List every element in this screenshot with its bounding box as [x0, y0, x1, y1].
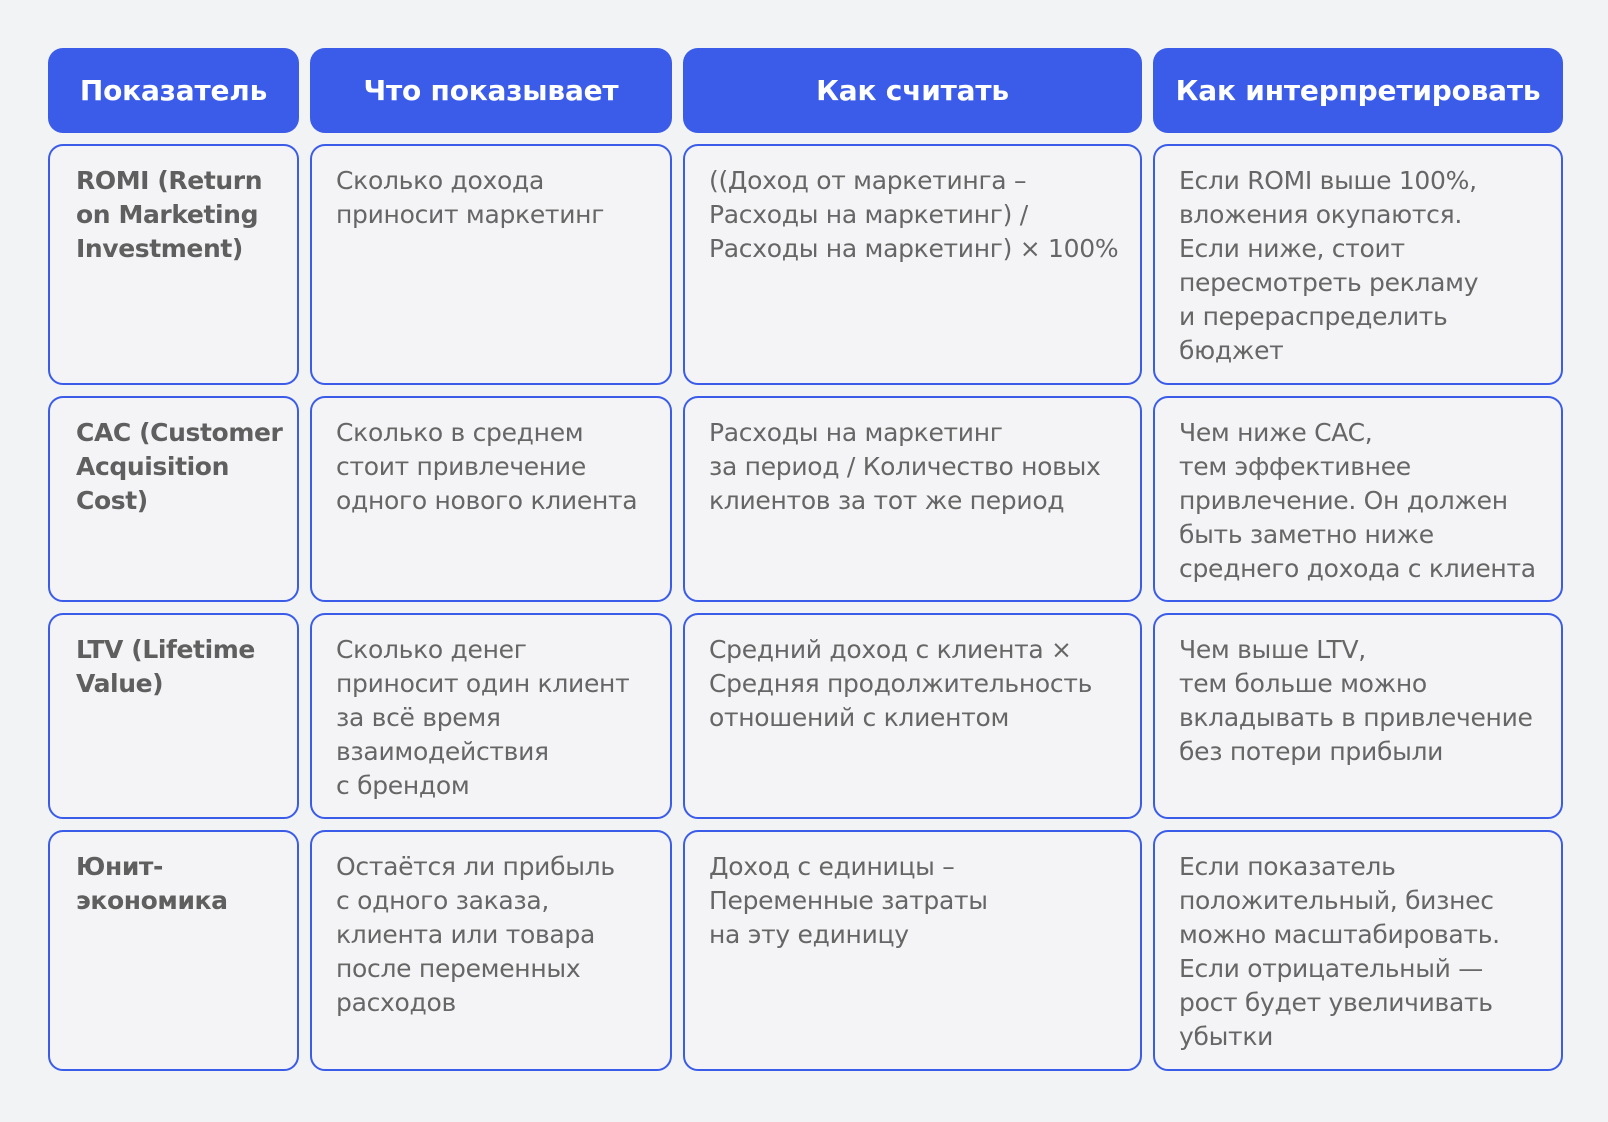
header-what-shows: Что показывает — [310, 48, 672, 133]
cac-shows-cell: Сколько в среднем стоит привлечение одного нового клиента — [310, 396, 672, 602]
header-metric: Показатель — [48, 48, 299, 133]
unit-economics-shows-cell: Остаётся ли прибыль с одного заказа, клиента или товара после переменных расходов — [310, 830, 672, 1071]
ltv-shows-cell: Сколько денег приносит один клиент за всё время взаимодействия с брендом — [310, 613, 672, 819]
unit-economics-formula-cell: Доход с единицы – Переменные затраты на эту единицу — [683, 830, 1142, 1071]
unit-economics-interpretation-cell: Если показатель положительный, бизнес можно масштабировать. Если отрицательный — рост будет увеличивать убытки — [1153, 830, 1563, 1071]
romi-formula-cell: ((Доход от маркетинга – Расходы на маркетинг) / Расходы на маркетинг) × 100% — [683, 144, 1142, 385]
romi-metric-cell: ROMI (Return on Marketing Investment) — [48, 144, 299, 385]
cac-interpretation-cell: Чем ниже CAC, тем эффективнее привлечение. Он должен быть заметно ниже среднего дохода с клиента — [1153, 396, 1563, 602]
unit-economics-metric-cell: Юнит- экономика — [48, 830, 299, 1071]
ltv-metric-cell: LTV (Lifetime Value) — [48, 613, 299, 819]
header-how-calculate: Как считать — [683, 48, 1142, 133]
cac-metric-cell: CAC (Customer Acquisition Cost) — [48, 396, 299, 602]
header-how-interpret: Как интерпретировать — [1153, 48, 1563, 133]
romi-interpretation-cell: Если ROMI выше 100%, вложения окупаются. Если ниже, стоит пересмотреть рекламу и перераспределить бюджет — [1153, 144, 1563, 385]
cac-formula-cell: Расходы на маркетинг за период / Количество новых клиентов за тот же период — [683, 396, 1142, 602]
ltv-interpretation-cell: Чем выше LTV, тем больше можно вкладывать в привлечение без потери прибыли — [1153, 613, 1563, 819]
ltv-formula-cell: Средний доход с клиента × Средняя продолжительность отношений с клиентом — [683, 613, 1142, 819]
romi-shows-cell: Сколько дохода приносит маркетинг — [310, 144, 672, 385]
metrics-table — [48, 48, 1562, 1071]
